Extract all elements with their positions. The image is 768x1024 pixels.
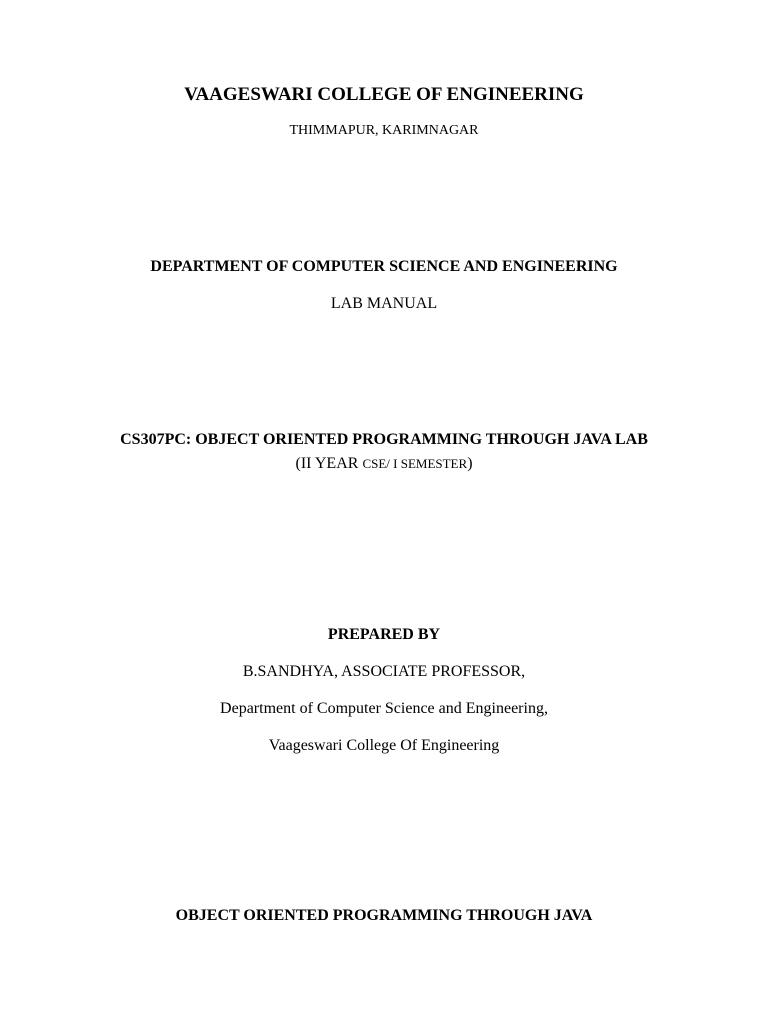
footer-title: OBJECT ORIENTED PROGRAMMING THROUGH JAVA <box>175 907 593 924</box>
course-year <box>0 455 768 473</box>
author-department: Department of Computer Science and Engineering, <box>220 700 548 717</box>
course-year-suffix: CSE/ I SEMESTER <box>362 456 468 471</box>
course-year-prefix: (II YEAR <box>295 455 363 472</box>
document-type: LAB MANUAL <box>330 295 438 312</box>
author-college: Vaageswari College Of Engineering <box>268 737 500 754</box>
college-location: THIMMAPUR, KARIMNAGAR <box>289 123 479 138</box>
course-title: CS307PC: OBJECT ORIENTED PROGRAMMING THROUGH JAVA LAB <box>120 431 648 448</box>
author-name: B.SANDHYA, ASSOCIATE PROFESSOR, <box>242 663 526 680</box>
prepared-by-heading: PREPARED BY <box>327 626 441 643</box>
course-year-close: ) <box>467 455 473 472</box>
department-name: DEPARTMENT OF COMPUTER SCIENCE AND ENGINEERING <box>150 258 618 275</box>
college-name: VAAGESWARI COLLEGE OF ENGINEERING <box>184 84 584 105</box>
